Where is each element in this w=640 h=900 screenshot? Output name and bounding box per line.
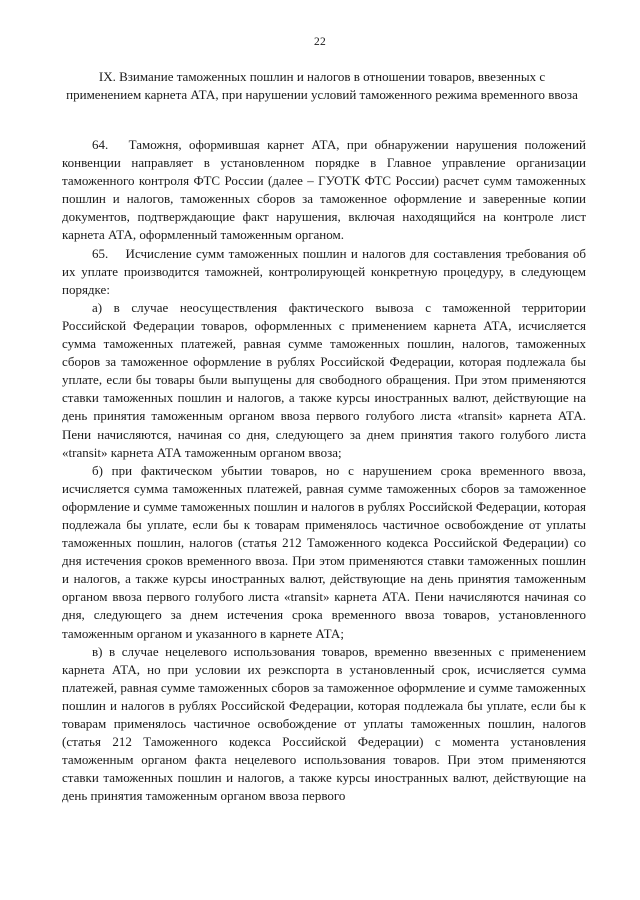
subparagraph-b: б) при фактическом убытии товаров, но с нарушением срока временного ввоза, исчисляется сумма таможенных платежей, равная сумме таможенных сборов за таможенное оформление и сумме таможенных пошлин и налогов в рублях Российской Федерации, которая подлежала бы уплате, если бы к товарам применялось частичное освобождение от уплаты таможенных пошлин, налогов (статья 212 Таможенного кодекса Российской Федерации) со дня истечения сроков временного ввоза. При этом применяются ставки таможенных пошлин и налогов, а также курсы иностранных валют, действующие на день принятия таможенным органом ввоза первого голубого листа «transit» карнета АТА. Пени начисляются начиная со дня, следующего за днем истечения срока временного ввоза товаров, установленного таможенным органом и указанного в карнете АТА; [62,462,586,641]
paragraph-65: 65. Исчисление сумм таможенных пошлин и налогов для составления требования об их уплате производится таможней, контролирующей конкретную процедуру, в следующем порядке: [62,245,586,297]
subparagraph-a: а) в случае неосуществления фактического вывоза с таможенной территории Российской Федерации товаров, оформленных с применением карнета АТА, исчисляется сумма таможенных платежей, равная сумме таможенных пошлин, налогов, таможенных сборов за таможенное оформление в рублях Российской Федерации, которая подлежала бы уплате, если бы товары были выпущены для свободного обращения. При этом применяются ставки таможенных пошлин и налогов, а также курсы иностранных валют, действующие на день принятия таможенным органом ввоза первого голубого листа «transit» карнета АТА. Пени начисляются, начиная со дня, следующего за днем принятия такого голубого листа «transit» карнета АТА таможенным органом ввоза; [62,299,586,460]
paragraph-64: 64. Таможня, оформившая карнет АТА, при обнаружении нарушения положений конвенции направляет в установленном порядке в Главное управление организации таможенного контроля ФТС России (далее – ГУОТК ФТС России) расчет сумм таможенных пошлин и налогов, таможенных сборов за таможенное оформление и заверенные копии документов, подтверждающие факт нарушения, включая находящийся на контроле лист карнета АТА, оформленный таможенным органом. [62,137,586,243]
page-number: 22 [314,36,326,48]
section-heading: IX. Взимание таможенных пошлин и налогов в отношении товаров, ввезенных с применением карнета АТА, при нарушении условий таможенного режима временного ввоза [66,69,578,102]
subparagraph-v: в) в случае нецелевого использования товаров, временно ввезенных с применением карнета АТА, но при условии их реэкспорта в установленный срок, исчисляется сумма платежей, равная сумме таможенных сборов за таможенное оформление и сумме таможенных пошлин и налогов в рублях Российской Федерации, которая подлежала бы уплате, если бы к товарам применялось частичное освобождение от уплаты таможенных пошлин, налогов (статья 212 Таможенного кодекса Российской Федерации) с момента установления таможенным органом факта нецелевого использования товаров. При этом применяются ставки таможенных пошлин и налогов, а также курсы иностранных валют, действующие на день принятия таможенным органом ввоза первого [62,643,586,804]
document-body [62,136,586,805]
